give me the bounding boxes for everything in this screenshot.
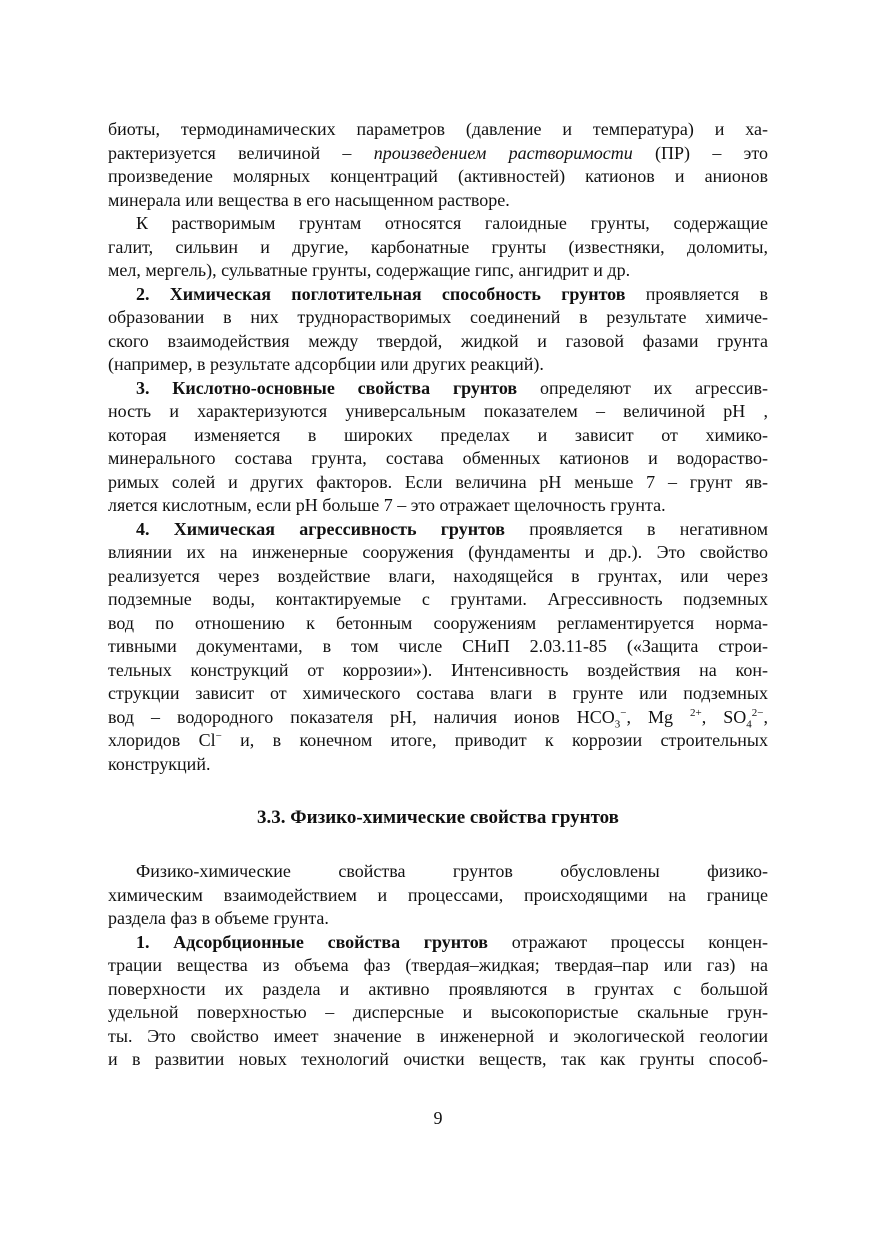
text-fragment: проявляется в xyxy=(625,283,769,304)
text-line: произведение молярных концентраций (активностей) катионов и анионов xyxy=(108,166,768,186)
text-line xyxy=(108,142,768,166)
paragraph-soluble-soils xyxy=(108,212,768,283)
text-line xyxy=(108,283,768,307)
text-line: которая изменяется в широких пределах и зависит от химико- xyxy=(108,424,768,445)
text-line: Физико-химические свойства грунтов обусловлены физико- xyxy=(136,861,768,881)
subscript: 4 xyxy=(746,718,752,731)
section-heading: 3.3. Физико-химические свойства грунтов xyxy=(257,807,619,828)
text-line xyxy=(108,518,768,542)
text-line: римых солей и других факторов. Если величина pH меньше 7 – грунт яв- xyxy=(108,471,768,492)
text-fragment: отражают процессы концен- xyxy=(488,931,769,952)
text-fragment: (ПР) – это xyxy=(632,142,768,163)
text-line-ions xyxy=(108,706,768,730)
text-line: образовании в них труднорастворимых соединений в результате химиче- xyxy=(108,307,768,327)
text-fragment: рактеризуется величиной – xyxy=(108,142,374,163)
paragraph-chemical-aggressiveness xyxy=(108,518,768,777)
paragraph-absorption-capacity xyxy=(108,283,768,377)
text-fragment: хлоридов Cl xyxy=(108,730,216,750)
superscript: 2− xyxy=(751,706,764,719)
superscript: − xyxy=(215,730,222,742)
text-line: удельной поверхностью – дисперсные и высокопористые скальные грун- xyxy=(108,1002,768,1022)
text-line: реализуется через воздействие влаги, находящейся в грунтах, или через xyxy=(108,565,768,586)
text-line xyxy=(108,931,768,955)
text-fragment: определяют их агрессив- xyxy=(517,377,768,398)
text-fragment: вод – водородного показателя pH, наличия ионов HCO xyxy=(108,706,615,727)
text-line: минерального состава грунта, состава обменных катионов и водораство- xyxy=(108,448,768,468)
text-line: тельных конструкций от коррозии»). Интенсивность воздействия на кон- xyxy=(108,659,768,680)
text-fragment: , SO xyxy=(701,706,747,727)
page-number: 9 xyxy=(433,1108,443,1128)
text-line: ты. Это свойство имеет значение в инженерной и экологической геологии xyxy=(108,1025,768,1046)
text-fragment: , Mg xyxy=(626,706,691,727)
paragraph-solubility-product xyxy=(108,118,768,212)
text-line xyxy=(108,377,768,401)
bold-term: 1. Адсорбционные свойства грунтов xyxy=(136,931,489,952)
superscript: 2+ xyxy=(690,706,702,719)
text-fragment: , xyxy=(763,706,768,727)
bold-term: 4. Химическая агрессивность грунтов xyxy=(136,518,505,539)
text-line: вод по отношению к бетонным сооружениям регламентируется норма- xyxy=(108,612,768,633)
text-line: химическим взаимодействием и процессами, происходящими на границе xyxy=(108,884,768,905)
text-line: и в развитии новых технологий очистки веществ, так как грунты способ- xyxy=(108,1049,768,1069)
text-line: ность и характеризуются универсальным показателем – величиной pH , xyxy=(108,401,768,421)
text-line: ляется кислотным, если pH больше 7 – это отражает щелочность грунта. xyxy=(108,495,666,515)
text-line: поверхности их раздела и активно проявляются в грунтах с большой xyxy=(108,978,768,999)
text-fragment: проявляется в негативном xyxy=(504,518,768,539)
text-line: раздела фаз в объеме грунта. xyxy=(108,908,329,928)
text-fragment: и, в конечном итоге, приводит к коррозии строительных xyxy=(221,730,769,750)
text-line: влиянии их на инженерные сооружения (фундаменты и др.). Это свойство xyxy=(108,542,768,562)
paragraph-physchem-intro xyxy=(108,860,768,931)
text-line: подземные воды, контактируемые с грунтами. Агрессивность подземных xyxy=(108,589,768,609)
italic-term: произведением растворимости xyxy=(373,142,633,163)
text-line: биоты, термодинамических параметров (давление и температура) и ха- xyxy=(108,119,768,139)
paragraph-adsorption xyxy=(108,931,768,1072)
text-line: тивными документами, в том числе СНиП 2.03.11-85 («Защита строи- xyxy=(108,636,768,656)
text-line-chlorides xyxy=(108,729,768,753)
text-line: галит, сильвин и другие, карбонатные грунты (известняки, доломиты, xyxy=(108,236,768,257)
text-line: минерала или вещества в его насыщенном растворе. xyxy=(108,189,510,210)
page-body xyxy=(108,118,768,1072)
text-line: трации вещества из объема фаз (твердая–жидкая; твердая–пар или газ) на xyxy=(108,955,768,975)
text-line: ского взаимодействия между твердой, жидкой и газовой фазами грунта xyxy=(108,330,768,351)
bold-term: 3. Кислотно-основные свойства грунтов xyxy=(136,377,518,398)
text-line: (например, в результате адсорбции или других реакций). xyxy=(108,354,544,374)
text-line: К растворимым грунтам относятся галоидные грунты, содержащие xyxy=(136,213,768,233)
subscript: 3 xyxy=(614,718,621,731)
text-line: конструкций. xyxy=(108,753,211,774)
paragraph-acid-base xyxy=(108,377,768,518)
text-line: мел, мергель), сульватные грунты, содержащие гипс, ангидрит и др. xyxy=(108,260,631,280)
text-line: струкции зависит от химического состава влаги в грунте или подземных xyxy=(108,683,768,703)
superscript: − xyxy=(620,706,627,719)
bold-term: 2. Химическая поглотительная способность грунтов xyxy=(136,283,626,304)
